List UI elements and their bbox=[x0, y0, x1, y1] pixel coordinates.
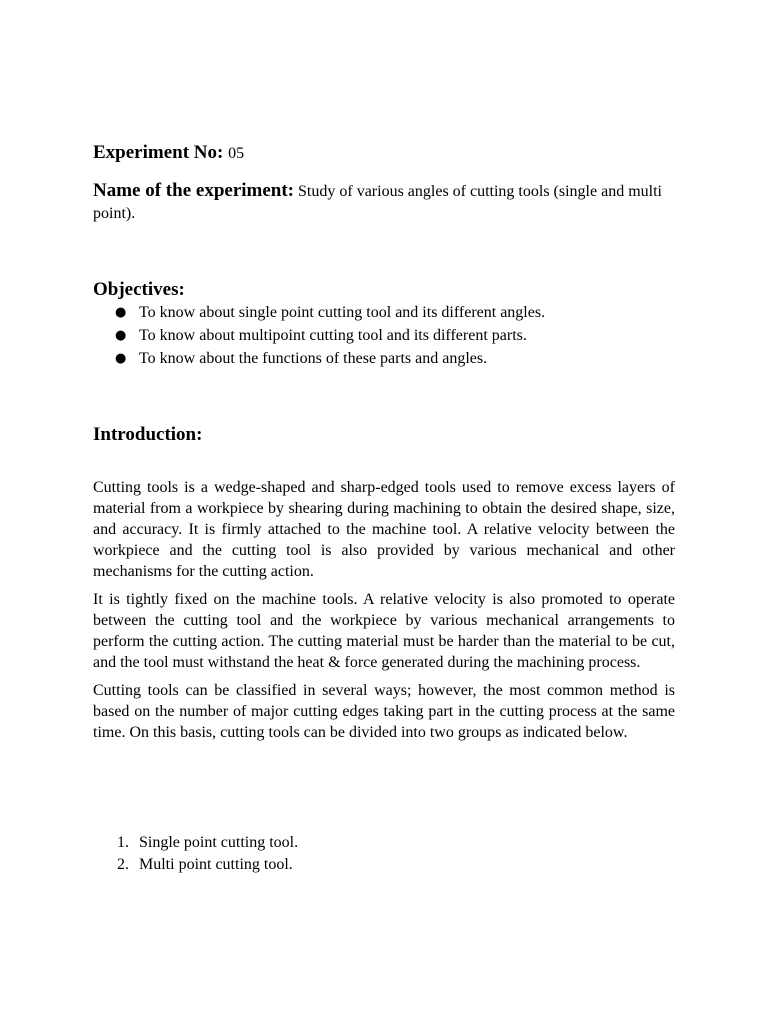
introduction-paragraph: Cutting tools can be classified in several ways; however, the most common method is based on the number of major cutting edges taking part in the cutting process at the same time. On this basis, cutting tools can be divided into two groups as indicated below. bbox=[93, 682, 675, 741]
cutting-tool-types-list bbox=[93, 832, 675, 876]
experiment-number-value: 05 bbox=[228, 145, 245, 162]
objective-item bbox=[93, 324, 675, 347]
experiment-name bbox=[93, 180, 675, 225]
document-page bbox=[93, 0, 675, 1024]
experiment-name-label: Name of the experiment: bbox=[93, 180, 295, 201]
objective-text: To know about single point cutting tool and its different angles. bbox=[139, 304, 546, 321]
list-item bbox=[93, 854, 675, 876]
objectives-list bbox=[93, 301, 675, 370]
list-number: 1. bbox=[117, 834, 129, 851]
list-number: 2. bbox=[117, 856, 129, 873]
objective-text: To know about multipoint cutting tool and its different parts. bbox=[139, 327, 527, 344]
experiment-number-label: Experiment No: bbox=[93, 142, 224, 163]
bullet-icon: ● bbox=[115, 351, 127, 366]
list-item bbox=[93, 832, 675, 854]
list-text: Multi point cutting tool. bbox=[139, 856, 293, 873]
bullet-icon: ● bbox=[115, 305, 127, 320]
introduction-paragraph: It is tightly fixed on the machine tools. A relative velocity is also promoted to operate between the cutting tool and the workpiece by various mechanical arrangements to perform the cutting action. The cutting material must be harder than the material to be cut, and the tool must withstand the heat & force generated during the machining process. bbox=[93, 591, 675, 671]
introduction-heading: Introduction: bbox=[93, 424, 203, 445]
objectives-heading: Objectives: bbox=[93, 279, 185, 300]
introduction-paragraph: Cutting tools is a wedge-shaped and sharp-edged tools used to remove excess layers of material from a workpiece by shearing during machining to obtain the desired shape, size, and accuracy. It is firmly attached to the machine tool. A relative velocity between the workpiece and the cutting tool is also provided by various mechanical and other mechanisms for the cutting action. bbox=[93, 479, 675, 580]
objective-item bbox=[93, 301, 675, 324]
introduction-body bbox=[93, 477, 675, 750]
objective-item bbox=[93, 347, 675, 370]
objective-text: To know about the functions of these parts and angles. bbox=[139, 350, 488, 367]
list-text: Single point cutting tool. bbox=[139, 834, 299, 851]
experiment-number bbox=[93, 141, 244, 166]
experiment-name-value: Study of various angles of cutting tools (single and multi point). bbox=[93, 183, 662, 222]
bullet-icon: ● bbox=[115, 328, 127, 343]
